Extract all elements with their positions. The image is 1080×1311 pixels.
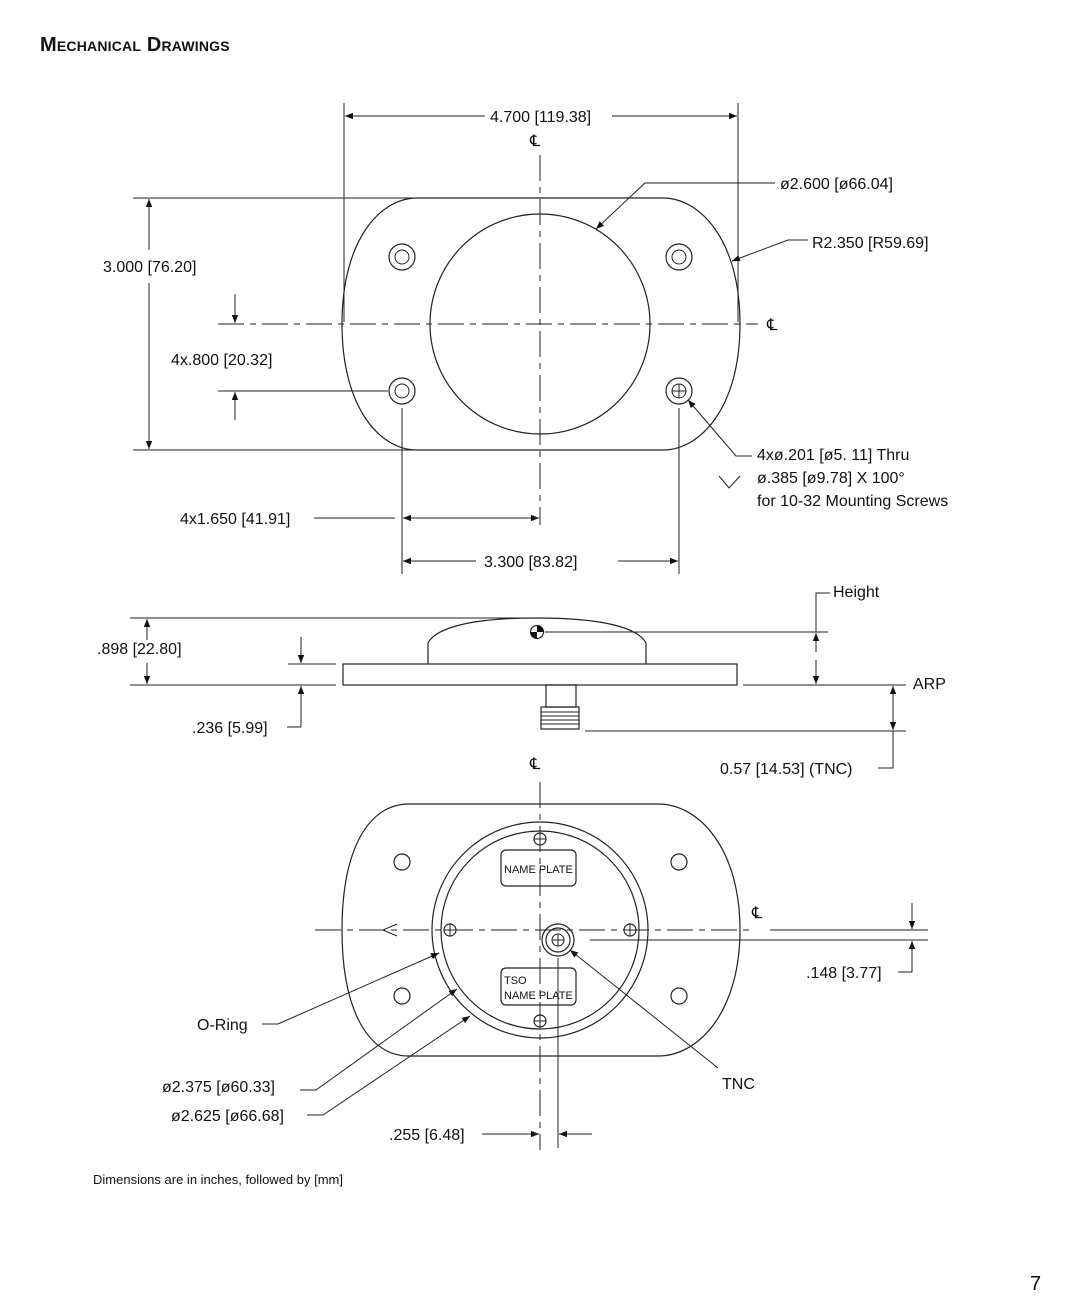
hole-y-offset: 4x.800 [20.32] <box>171 352 273 369</box>
hole-x-offset: 4x1.650 [41.91] <box>180 511 291 528</box>
total-height: .898 [22.80] <box>97 641 182 658</box>
connector-offset-y: .148 [3.77] <box>806 965 882 982</box>
page-title: Mechanical Drawings <box>40 34 230 56</box>
countersink-symbol <box>719 476 740 488</box>
centerline-symbol-right: ℄ <box>767 317 778 334</box>
corner-radius-label: R2.350 [R59.69] <box>812 235 929 252</box>
hole-callout-line2: ø.385 [ø9.78] X 100° <box>757 470 905 487</box>
top-view <box>103 103 948 574</box>
base-thickness: .236 [5.99] <box>192 720 268 737</box>
centerline-symbol-bottom-right: ℄ <box>752 905 763 922</box>
tso-name-plate-text: NAME PLATE <box>504 990 573 1002</box>
tso-label: TSO <box>504 975 527 987</box>
tnc-label: TNC <box>722 1076 755 1093</box>
phase-center-symbol <box>531 626 544 639</box>
arp-label: ARP <box>913 676 946 693</box>
centerline-symbol-bottom: ℄ <box>530 756 541 773</box>
height-dimension: 3.000 [76.20] <box>103 259 197 276</box>
bottom-view <box>162 782 928 1150</box>
width-dimension: 4.700 [119.38] <box>490 109 592 126</box>
height-label: Height <box>833 584 880 601</box>
side-view <box>97 584 946 778</box>
o-ring-label: O-Ring <box>197 1017 248 1034</box>
centerline-symbol-top: ℄ <box>530 133 541 150</box>
hole-callout-line1: 4xø.201 [ø5. 11] Thru <box>757 447 910 464</box>
dome-diameter-label: ø2.600 [ø66.04] <box>780 176 893 193</box>
base-plate <box>343 664 737 685</box>
page-number: 7 <box>1030 1273 1042 1295</box>
dimensions-note: Dimensions are in inches, followed by [mm] <box>93 1172 343 1187</box>
tnc-length: 0.57 [14.53] (TNC) <box>720 761 853 778</box>
tnc-connector-bottom <box>542 924 574 956</box>
name-plate-text: NAME PLATE <box>504 864 573 876</box>
tnc-connector-side <box>541 685 579 729</box>
hole-callout-line3: for 10-32 Mounting Screws <box>757 493 949 510</box>
hole-spacing: 3.300 [83.82] <box>484 554 578 571</box>
connector-offset-x: .255 [6.48] <box>389 1127 465 1144</box>
inner-diameter-label: ø2.375 [ø60.33] <box>162 1079 275 1096</box>
outer-diameter-label: ø2.625 [ø66.68] <box>171 1108 284 1125</box>
